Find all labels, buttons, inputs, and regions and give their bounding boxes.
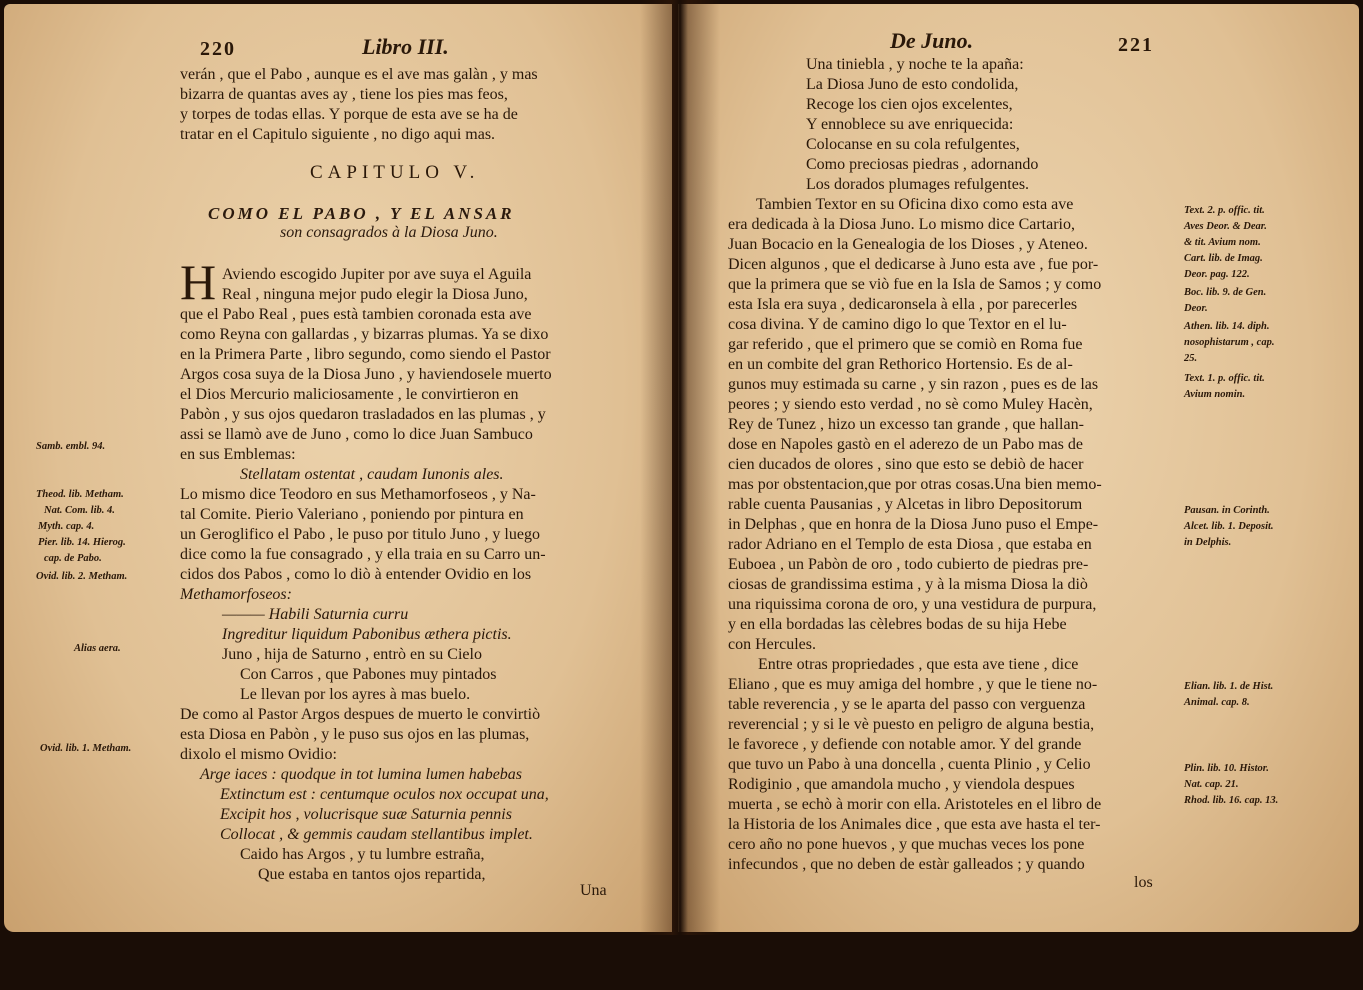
text-line: bizarra de quantas aves ay , tiene los pies mas feos, — [180, 86, 508, 103]
catchword: Una — [580, 882, 607, 899]
latin-verse: ——— Habili Saturnia curru — [222, 606, 409, 623]
margin-note: & tit. Avium nom. — [1184, 237, 1261, 248]
page-number: 220 — [200, 38, 236, 60]
chapter-title: COMO EL PABO , Y EL ANSAR — [208, 204, 515, 223]
text-line: Pabòn , y sus ojos quedaron trasladados en las plumas , y — [180, 406, 546, 423]
latin-verse: Arge iaces : quodque in tot lumina lumen habebas — [200, 766, 523, 783]
verse-line: Una tiniebla , y noche te la apaña: — [806, 56, 1024, 73]
margin-note: Cart. lib. de Imag. — [1184, 253, 1263, 264]
text-line: gar referido , que el primero que se comiò en Roma fue — [728, 336, 1083, 353]
text-line: gunos muy estimada su carne , y sin razon , pues es de las — [728, 376, 1099, 393]
text-line: con Hercules. — [728, 636, 816, 653]
text-line: que el Pabo Real , pues està tambien coronada esta ave — [180, 306, 532, 323]
margin-note: in Delphis. — [1184, 537, 1232, 548]
margin-note: nosophistarum , cap. — [1184, 337, 1275, 348]
text-line: Tambien Textor en su Oficina dixo como esta ave — [756, 196, 1074, 213]
text-line: era dedicada à la Diosa Juno. Lo mismo dice Cartario, — [728, 216, 1075, 233]
text-line: muerta , se echò à morir con ella. Aristoteles en el libro de — [728, 796, 1102, 813]
verse-line: Le llevan por los ayres à mas buelo. — [240, 686, 471, 703]
margin-note: Elian. lib. 1. de Hist. — [1184, 681, 1274, 692]
margin-note: Plin. lib. 10. Histor. — [1184, 763, 1269, 774]
text-line: in Delphas , que en honra de la Diosa Juno puso el Empe- — [728, 516, 1099, 533]
text-line: Rodiginio , que amandola mucho , y viendola despues — [728, 776, 1075, 793]
verse-line: Recoge los cien ojos excelentes, — [806, 96, 1013, 113]
text-line: Euboea , un Pabòn de oro , todo cubierto de piedras pre- — [728, 556, 1089, 573]
margin-note: Pausan. in Corinth. — [1184, 505, 1270, 516]
text-line: que la primera que se viò fue en la Isla de Samos ; y como — [728, 276, 1102, 293]
verse-line: Colocanse en su cola refulgentes, — [806, 136, 1020, 153]
text-line: tratar en el Capitulo siguiente , no digo aqui mas. — [180, 126, 496, 143]
verse-line: Con Carros , que Pabones muy pintados — [240, 666, 497, 683]
margin-note: Theod. lib. Metham. — [36, 489, 124, 500]
margin-note: Deor. pag. 122. — [1184, 269, 1250, 280]
text-line: cosa divina. Y de camino digo lo que Textor en el lu- — [728, 316, 1067, 333]
text-line: esta Diosa en Pabòn , y le puso sus ojos en las plumas, — [180, 726, 530, 743]
text-line: tal Comite. Pierio Valeriano , poniendo por pintura en — [180, 506, 524, 523]
text-line: Argos cosa suya de la Diosa Juno , y haviendosele muerto — [180, 366, 552, 383]
latin-verse: Collocat , & gemmis caudam stellantibus implet. — [220, 826, 533, 843]
margin-note: Ovid. lib. 1. Metham. — [40, 743, 132, 754]
text-line: le favorece , y defiende con notable amor. Y del grande — [728, 736, 1082, 753]
text-line: y en ella bordadas las cèlebres bodas de su hija Hebe — [728, 616, 1067, 633]
verse-line: La Diosa Juno de esto condolida, — [806, 76, 1019, 93]
margin-note: Aves Deor. & Dear. — [1184, 221, 1267, 232]
text-line: cero año no pone huevos , y que muchas veces los pone — [728, 836, 1085, 853]
text-line: table reverencia , y se le aparta del passo con verguenza — [728, 696, 1086, 713]
margin-note: Text. 2. p. offic. tit. — [1184, 205, 1265, 216]
verse-line: Juno , hija de Saturno , entrò en su Cielo — [222, 646, 482, 663]
margin-note: Boc. lib. 9. de Gen. — [1184, 287, 1267, 298]
text-line: mas por obstentacion,que por otras cosas.Una bien memo- — [728, 476, 1102, 493]
text-line: De como al Pastor Argos despues de muerto le convirtiò — [180, 706, 541, 723]
margin-note: Athen. lib. 14. diph. — [1184, 321, 1270, 332]
verse-line: Los dorados plumages refulgentes. — [806, 176, 1030, 193]
margin-note: cap. de Pabo. — [44, 553, 102, 564]
latin-verse: Excipit hos , volucrisque suæ Saturnia pennis — [220, 806, 512, 823]
text-line: rador Adriano en el Templo de esta Diosa , que estaba en — [728, 536, 1092, 553]
verse-line: Que estaba en tantos ojos repartida, — [258, 866, 486, 883]
text-line: Methamorfoseos: — [180, 586, 292, 603]
text-line: el Dios Mercurio maliciosamente , le convirtieron en — [180, 386, 519, 403]
text-line: que tuvo un Pabo à una doncella , cuenta Plinio , y Celio — [728, 756, 1091, 773]
catchword: los — [1134, 874, 1153, 891]
text-line: la Historia de los Animales dice , que esta ave hasta el ter- — [728, 816, 1101, 833]
left-page — [4, 4, 672, 932]
margin-note: Nat. Com. lib. 4. — [44, 505, 115, 516]
text-line: rable cuenta Pausanias , y Alcetas in libro Depositorum — [728, 496, 1083, 513]
text-line: cien ducados de olores , sino que esto se debiò de hacer — [728, 456, 1084, 473]
margin-note: Alcet. lib. 1. Deposit. — [1184, 521, 1274, 532]
margin-note: Deor. — [1184, 303, 1208, 314]
text-line: dose en Napoles gastò en el aderezo de un Pabo mas de — [728, 436, 1083, 453]
right-page — [678, 4, 1359, 932]
text-line: ciosas de grandissima estima , y à la misma Diosa la diò — [728, 576, 1088, 593]
latin-verse: Extinctum est : centumque oculos nox occupat una, — [220, 786, 549, 803]
verse-line: Y ennoblece su ave enriquecida: — [806, 116, 1014, 133]
text-line: verán , que el Pabo , aunque es el ave mas galàn , y mas — [180, 66, 538, 83]
margin-note: Animal. cap. 8. — [1184, 697, 1250, 708]
text-line: reverencial ; y si le vè puesto en peligro de alguna bestia, — [728, 716, 1095, 733]
margin-note: Text. 1. p. offic. tit. — [1184, 373, 1265, 384]
text-line: Eliano , que es muy amiga del hombre , y que le tiene no- — [728, 676, 1098, 693]
text-line: y torpes de todas ellas. Y porque de esta ave se ha de — [180, 106, 518, 123]
latin-quote: Stellatam ostentat , caudam Iunonis ales. — [240, 466, 504, 483]
text-line: dixolo el mismo Ovidio: — [180, 746, 337, 763]
text-line: assi se llamò ave de Juno , como lo dice Juan Sambuco — [180, 426, 533, 443]
margin-note: 25. — [1184, 353, 1198, 364]
margin-note: Rhod. lib. 16. cap. 13. — [1184, 795, 1279, 806]
drop-cap: H — [180, 254, 217, 310]
margin-note: Nat. cap. 21. — [1184, 779, 1239, 790]
margin-note: Pier. lib. 14. Hierog. — [38, 537, 126, 548]
margin-note: Myth. cap. 4. — [38, 521, 95, 532]
text-line: cidos dos Pabos , como lo diò à entender Ovidio en los — [180, 566, 532, 583]
margin-note: Ovid. lib. 2. Metham. — [36, 571, 128, 582]
text-line: como Reyna con gallardas , y bizarras plumas. Ya se dixo — [180, 326, 549, 343]
verse-line: Caido has Argos , y tu lumbre estraña, — [240, 846, 485, 863]
text-line: Entre otras propriedades , que esta ave tiene , dice — [758, 656, 1079, 673]
verse-line: Como preciosas piedras , adornando — [806, 156, 1039, 173]
margin-note: Avium nomin. — [1184, 389, 1246, 400]
text-line: en un combite del gran Rethorico Hortensio. Es de al- — [728, 356, 1073, 373]
text-line: Dicen algunos , que el dedicarse à Juno esta ave , fue por- — [728, 256, 1099, 273]
text-line: un Geroglifico el Pabo , le puso por titulo Juno , y luego — [180, 526, 540, 543]
text-line: infecundos , que no deben de estàr galleados ; y quando — [728, 856, 1085, 873]
chapter-subtitle: son consagrados à la Diosa Juno. — [280, 224, 498, 241]
margin-note: Samb. embl. 94. — [36, 441, 106, 452]
page-number: 221 — [1118, 34, 1154, 56]
running-head: De Juno. — [890, 28, 974, 53]
text-line: Aviendo escogido Jupiter por ave suya el Aguila — [222, 266, 532, 283]
latin-verse: Ingreditur liquidum Pabonibus æthera pictis. — [222, 626, 512, 643]
running-head: Libro III. — [362, 34, 449, 59]
text-line: Real , ninguna mejor pudo elegir la Diosa Juno, — [222, 286, 528, 303]
text-line: Rey de Tunez , hizo un excesso tan grande , que hallan- — [728, 416, 1084, 433]
text-line: dice como la fue consagrado , y ella traia en su Carro un- — [180, 546, 546, 563]
background-band — [0, 935, 1363, 990]
text-line: esta Isla era suya , dedicaronsela à ella , por parecerles — [728, 296, 1078, 313]
margin-note: Alias aera. — [74, 643, 121, 654]
text-line: en sus Emblemas: — [180, 446, 296, 463]
text-line: Lo mismo dice Teodoro en sus Methamorfoseos , y Na- — [180, 486, 536, 503]
chapter-heading: CAPITULO V. — [310, 162, 480, 183]
text-line: una riquissima corona de oro, y una vestidura de purpura, — [728, 596, 1097, 613]
text-line: Juan Bocacio en la Genealogia de los Dioses , y Ateneo. — [728, 236, 1088, 253]
text-line: peores ; y siendo esto verdad , no sè como Muley Hacèn, — [728, 396, 1093, 413]
text-line: en la Primera Parte , libro segundo, como siendo el Pastor — [180, 346, 551, 363]
